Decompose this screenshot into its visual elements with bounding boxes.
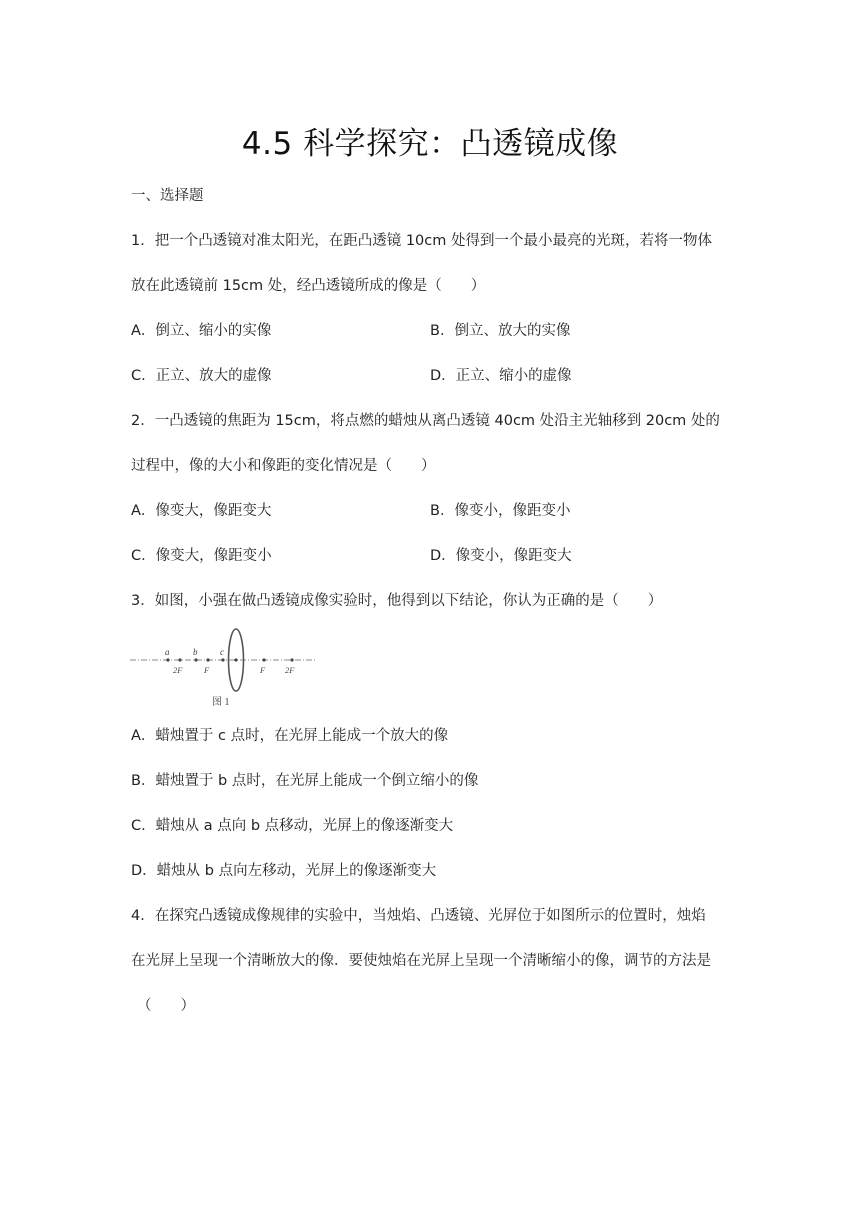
figure-caption: 图 1 (212, 697, 230, 708)
lens-diagram (128, 624, 318, 710)
point-f-left-dot (206, 658, 209, 661)
question-4-line-1: 4．在探究凸透镜成像规律的实验中，当烛焰、凸透镜、光屏位于如图所示的位置时，烛焰 (131, 908, 706, 924)
question-1-line-2: 放在此透镜前 15cm 处，经凸透镜所成的像是（ ） (131, 278, 486, 294)
lens-figure (128, 624, 318, 710)
page-title: 4.5 科学探究：凸透镜成像 (241, 126, 619, 162)
label-f-left: F (204, 665, 210, 675)
q1-option-b: B．倒立、放大的实像 (430, 323, 571, 339)
question-3-line-1: 3．如图，小强在做凸透镜成像实验时，他得到以下结论，你认为正确的是（ ） (131, 593, 663, 609)
q1-option-a: A．倒立、缩小的实像 (131, 323, 272, 339)
label-c: c (220, 647, 224, 657)
label-2f-right: 2F (285, 665, 295, 675)
question-1-line-1: 1．把一个凸透镜对准太阳光，在距凸透镜 10cm 处得到一个最小最亮的光斑，若将一物体 (131, 233, 712, 249)
label-2f-left: 2F (173, 665, 183, 675)
point-2f-right-dot (290, 658, 293, 661)
point-2f-left-dot (178, 658, 181, 661)
question-4-line-2: 在光屏上呈现一个清晰放大的像．要使烛焰在光屏上呈现一个清晰缩小的像，调节的方法是 (131, 953, 711, 969)
label-f-right: F (260, 665, 266, 675)
q3-option-d: D．蜡烛从 b 点向左移动，光屏上的像逐渐变大 (131, 863, 437, 879)
q3-option-c: C．蜡烛从 a 点向 b 点移动，光屏上的像逐渐变大 (131, 818, 454, 834)
point-c-dot (221, 658, 224, 661)
q1-option-c: C．正立、放大的虚像 (131, 368, 272, 384)
point-a-dot (166, 658, 169, 661)
q2-option-a: A．像变大，像距变大 (131, 503, 272, 519)
q2-option-b: B．像变小，像距变小 (430, 503, 571, 519)
q2-option-c: C．像变大，像距变小 (131, 548, 272, 564)
section-heading: 一、选择题 (131, 188, 204, 204)
label-a: a (165, 647, 170, 657)
point-f-right-dot (262, 658, 265, 661)
question-2-line-1: 2．一凸透镜的焦距为 15cm，将点燃的蜡烛从离凸透镜 40cm 处沿主光轴移到 20cm 处的 (131, 413, 720, 429)
q3-option-a: A．蜡烛置于 c 点时，在光屏上能成一个放大的像 (131, 728, 449, 744)
q2-option-d: D．像变小，像距变大 (430, 548, 572, 564)
question-2-line-2: 过程中，像的大小和像距的变化情况是（ ） (131, 458, 436, 474)
q1-option-d: D．正立、缩小的虚像 (430, 368, 572, 384)
question-4-line-3: （ ） (137, 998, 195, 1014)
label-b: b (193, 647, 198, 657)
lens-center-dot (234, 658, 237, 661)
q3-option-b: B．蜡烛置于 b 点时，在光屏上能成一个倒立缩小的像 (131, 773, 479, 789)
point-b-dot (194, 658, 197, 661)
